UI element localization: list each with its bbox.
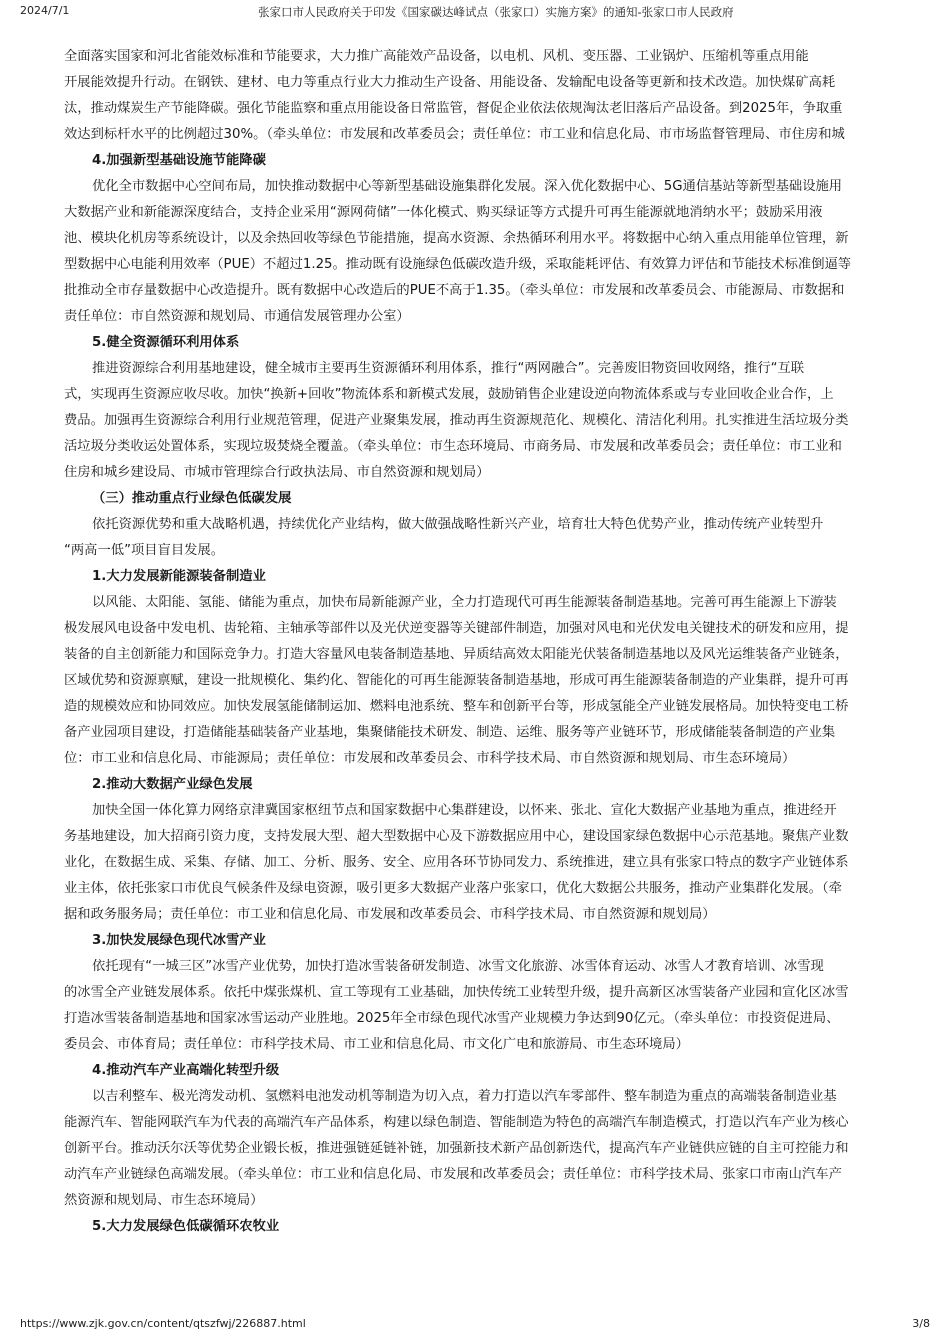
paragraph-line: 务基地建设，加大招商引资力度，支持发展大型、超大型数据中心及下游数据应用中心，建设国家绿色数据中心示范基地。聚焦产业数 [64, 829, 849, 844]
section-heading: 5.健全资源循环利用体系 [92, 335, 240, 350]
paragraph-line: 依托现有“一城三区”冰雪产业优势，加快打造冰雪装备研发制造、冰雪文化旅游、冰雪体育运动、冰雪人才教育培训、冰雪现 [92, 959, 824, 974]
paragraph-line: 型数据中心电能利用效率（PUE）不超过1.25。推动既有设施绿色低碳改造升级，采取能耗评估、有效算力评估和节能技术标准倒逼等 [64, 257, 852, 272]
paragraph-line: 备产业园项目建设，打造储能基础装备产业基地，集聚储能技术研发、制造、运维、服务等产业链环节，形成储能装备制造的产业集 [64, 725, 836, 740]
page-number: 3/8 [912, 1317, 930, 1330]
paragraph-line: 打造冰雪装备制造基地和国家冰雪运动产业胜地。2025年全市绿色现代冰雪产业规模力争达到90亿元。（牵头单位：市投资促进局、 [64, 1011, 840, 1026]
section-heading: 4.推动汽车产业高端化转型升级 [92, 1063, 280, 1078]
paragraph-line: 的冰雪全产业链发展体系。依托中煤张煤机、宣工等现有工业基础，加快传统工业转型升级，提升高新区冰雪装备产业园和宣化区冰雪 [64, 985, 849, 1000]
paragraph-line: 业化，在数据生成、采集、存储、加工、分析、服务、安全、应用各环节协同发力、系统推进，建立具有张家口特点的数字产业链体系 [64, 855, 849, 870]
paragraph-line: 能源汽车、智能网联汽车为代表的高端汽车产品体系，构建以绿色制造、智能制造为特色的高端汽车制造模式，打造以汽车产业为核心 [64, 1115, 849, 1130]
paragraph-line: 以吉利整车、极光湾发动机、氢燃料电池发动机等制造为切入点，着力打造以汽车零部件、整车制造为重点的高端装备制造业基 [92, 1089, 837, 1104]
paragraph-line: 优化全市数据中心空间布局，加快推动数据中心等新型基础设施集群化发展。深入优化数据中心、5G通信基站等新型基础设施用 [92, 179, 843, 194]
paragraph-line: 开展能效提升行动。在钢铁、建材、电力等重点行业大力推动生产设备、用能设备、发输配电设备等更新和技术改造。加快煤矿高耗 [64, 75, 836, 90]
section-heading: 3.加快发展绿色现代冰雪产业 [92, 933, 266, 948]
section-heading: 1.大力发展新能源装备制造业 [92, 569, 266, 584]
paragraph-line: 动汽车产业链绿色高端发展。（牵头单位：市工业和信息化局、市发展和改革委员会；责任单位：市科学技术局、张家口市南山汽车产 [64, 1167, 842, 1182]
paragraph-line: 然资源和规划局、市生态环境局） [64, 1193, 264, 1208]
paragraph-line: 汰，推动煤炭生产节能降碳。强化节能监察和重点用能设备日常监管，督促企业依法依规淘汰老旧落后产品设备。到2025年，争取重 [64, 101, 843, 116]
print-date: 2024/7/1 [20, 4, 70, 17]
paragraph-line: “两高一低”项目盲目发展。 [64, 543, 225, 558]
paragraph-line: 大数据产业和新能源深度结合，支持企业采用“源网荷储”一体化模式、购买绿证等方式提升可再生能源就地消纳水平；鼓励采用液 [64, 205, 823, 220]
paragraph-line: 全面落实国家和河北省能效标准和节能要求，大力推广高能效产品设备，以电机、风机、变压器、工业锅炉、压缩机等重点用能 [64, 49, 809, 64]
section-heading: 4.加强新型基础设施节能降碳 [92, 153, 266, 168]
section-heading: 2.推动大数据产业绿色发展 [92, 777, 253, 792]
paragraph-line: 据和政务服务局；责任单位：市工业和信息化局、市发展和改革委员会、市科学技术局、市自然资源和规划局） [64, 907, 716, 922]
chapter-heading: （三）推动重点行业绿色低碳发展 [92, 491, 292, 506]
paragraph-line: 区域优势和资源禀赋，建设一批规模化、集约化、智能化的可再生能源装备制造基地，形成可再生能源装备制造的产业集群，提升可再 [64, 673, 849, 688]
paragraph-line: 式，实现再生资源应收尽收。加快“换新+回收”物流体系和新模式发展，鼓励销售企业建设逆向物流体系或与专业回收企业合作，上 [64, 387, 834, 402]
paragraph-line: 池、模块化机房等系统设计，以及余热回收等绿色节能措施，提高水资源、余热循环利用水平。将数据中心纳入重点用能单位管理，新 [64, 231, 849, 246]
page-url: https://www.zjk.gov.cn/content/qtszfwj/226887.html [20, 1317, 306, 1330]
paragraph-line: 活垃圾分类收运处置体系，实现垃圾焚烧全覆盖。（牵头单位：市生态环境局、市商务局、市发展和改革委员会；责任单位：市工业和 [64, 439, 842, 454]
page-header-title: 张家口市人民政府关于印发《国家碳达峰试点（张家口）实施方案》的通知-张家口市人民政府 [258, 5, 734, 19]
paragraph-line: 批推动全市存量数据中心改造提升。既有数据中心改造后的PUE不高于1.35。（牵头单位：市发展和改革委员会、市能源局、市数据和 [64, 283, 845, 298]
paragraph-line: 造的规模效应和协同效应。加快发展氢能储制运加、燃料电池系统、整车和创新平台等，形成氢能全产业链发展格局。加快特变电工桥 [64, 699, 849, 714]
paragraph-line: 装备的自主创新能力和国际竞争力。打造大容量风电装备制造基地、异质结高效太阳能光伏装备制造基地以及风光运维装备产业链条， [64, 647, 849, 662]
paragraph-line: 创新平台。推动沃尔沃等优势企业锻长板，推进强链延链补链，加强新技术新产品创新迭代，提高汽车产业链供应链的自主可控能力和 [64, 1141, 849, 1156]
paragraph-line: 责任单位：市自然资源和规划局、市通信发展管理办公室） [64, 309, 410, 324]
paragraph-line: 位：市工业和信息化局、市能源局；责任单位：市发展和改革委员会、市科学技术局、市自然资源和规划局、市生态环境局） [64, 751, 796, 766]
paragraph-line: 极发展风电设备中发电机、齿轮箱、主轴承等部件以及光伏逆变器等关键部件制造，加强对风电和光伏发电关键技术的研发和应用，提 [64, 621, 849, 636]
paragraph-line: 加快全国一体化算力网络京津冀国家枢纽节点和国家数据中心集群建设，以怀来、张北、宣化大数据产业基地为重点，推进经开 [92, 803, 837, 818]
paragraph-line: 业主体，依托张家口市优良气候条件及绿电资源，吸引更多大数据产业落户张家口，优化大数据公共服务，推动产业集群化发展。（牵 [64, 881, 842, 896]
paragraph-line: 效达到标杆水平的比例超过30%。（牵头单位：市发展和改革委员会；责任单位：市工业和信息化局、市市场监督管理局、市住房和城 [64, 127, 845, 142]
paragraph-line: 住房和城乡建设局、市城市管理综合行政执法局、市自然资源和规划局） [64, 465, 490, 480]
paragraph-line: 委员会、市体育局；责任单位：市科学技术局、市工业和信息化局、市文化广电和旅游局、市生态环境局） [64, 1037, 689, 1052]
document-body [0, 44, 908, 1304]
paragraph-line: 以风能、太阳能、氢能、储能为重点，加快布局新能源产业，全力打造现代可再生能源装备制造基地。完善可再生能源上下游装 [92, 595, 837, 610]
paragraph-line: 推进资源综合利用基地建设，健全城市主要再生资源循环利用体系，推行“两网融合”。完善废旧物资回收网络，推行“互联 [92, 361, 805, 376]
paragraph-line: 费品。加强再生资源综合利用行业规范管理，促进产业聚集发展，推动再生资源规范化、规模化、清洁化利用。扎实推进生活垃圾分类 [64, 413, 849, 428]
section-heading: 5.大力发展绿色低碳循环农牧业 [92, 1219, 280, 1234]
paragraph-line: 依托资源优势和重大战略机遇，持续优化产业结构，做大做强战略性新兴产业，培育壮大特色优势产业，推动传统产业转型升 [92, 517, 824, 532]
